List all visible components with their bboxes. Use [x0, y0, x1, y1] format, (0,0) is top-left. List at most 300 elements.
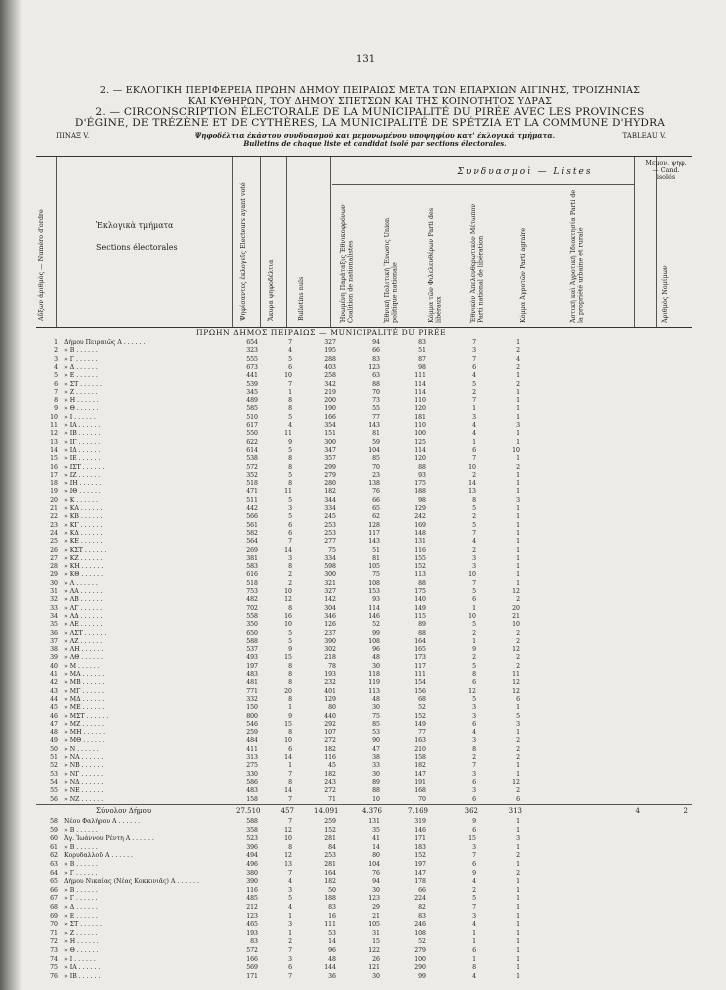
cell-value: 48: [372, 654, 380, 662]
cell-value: 1: [516, 488, 520, 496]
cell-value: 482: [246, 596, 258, 604]
cell-value: 5: [288, 496, 292, 504]
cell-value: 616: [246, 571, 258, 579]
cell-value: 1: [516, 762, 520, 770]
section-name: » ΚΔ . . . . . .: [64, 529, 103, 537]
table-row: [0, 588, 726, 597]
cell-value: 358: [246, 826, 258, 834]
cell-value: 5: [472, 895, 476, 903]
cell-value: 152: [414, 852, 426, 860]
header-registered: Ψηφίσαντες ἐκλογεῖς Electeurs ayant voté: [239, 182, 247, 321]
cell-value: 7: [288, 380, 292, 388]
cell-value: 1: [516, 938, 520, 946]
cell-value: 1: [472, 637, 476, 645]
table-row: [0, 771, 726, 780]
cell-value: 21: [372, 912, 380, 920]
cell-value: 77: [418, 729, 426, 737]
table-row: [0, 938, 726, 947]
row-number: 58: [50, 818, 58, 825]
cell-value: 45: [328, 762, 336, 770]
cell-value: 279: [324, 471, 336, 479]
cell-value: 88: [418, 463, 426, 471]
cell-value: 2: [516, 869, 520, 877]
cell-value: 1: [516, 947, 520, 954]
table-row: [0, 613, 726, 622]
table-row: [0, 530, 726, 539]
cell-value: 93: [372, 596, 380, 604]
cell-value: 6: [472, 778, 476, 786]
cell-value: 2: [472, 754, 476, 761]
cell-value: 1: [516, 955, 520, 963]
cell-value: 1: [516, 861, 520, 868]
row-number: 37: [50, 637, 58, 645]
cell-value: 10: [512, 446, 520, 454]
table-row: [0, 339, 726, 348]
cell-value: 88: [418, 629, 426, 637]
header-greek-line-1: 2. — ΕΚΛΟΓΙΚΗ ΠΕΡΙΦΕΡΕΙΑ ΠΡΩΗΝ ΔΗΜΟΥ ΠΕΙΡΑΙΩΣ ΜΕΤΑ ΤΩΝ ΕΠΑΡΧΙΩΝ ΑΙΓΙΝΗΣ, ΤΡΟΙΖΗΝΙΑΣ: [99, 85, 641, 96]
cell-value: 218: [324, 654, 336, 662]
cell-value: 380: [246, 869, 258, 877]
section-name: » ΝΕ . . . . . .: [64, 787, 104, 795]
cell-value: 5: [472, 521, 476, 529]
section-name: » Β . . . . . .: [64, 826, 98, 834]
cell-value: 88: [372, 380, 380, 388]
cell-value: 381: [246, 554, 258, 562]
cell-value: 4: [288, 347, 292, 355]
cell-value: 129: [414, 505, 426, 512]
cell-value: 99: [418, 972, 426, 980]
cell-value: 6: [516, 795, 520, 803]
cell-value: 70: [418, 795, 426, 803]
cell-value: 87: [418, 355, 426, 363]
cell-value: 8: [288, 671, 292, 678]
cell-value: 327: [324, 588, 336, 595]
table-subtitle: [180, 132, 570, 148]
header-list-3: Κόμμα τῶν Φιλελευθέρων Parti des libéraux: [427, 207, 443, 323]
cell-value: 2: [516, 737, 520, 745]
cell-value: 344: [324, 496, 336, 504]
header-list-6: Ἀστικὴ καὶ Ἀγροτικὴ Ἰδιοκτησία Parti de la propriété urbaine et rurale: [569, 189, 585, 323]
cell-value: 158: [246, 795, 258, 803]
cell-value: 188: [324, 895, 336, 903]
cell-value: 598: [324, 563, 336, 571]
section-name: » ΙΣΤ . . . . . .: [64, 463, 105, 471]
row-number: 10: [50, 413, 58, 421]
cell-value: 138: [368, 480, 380, 488]
section-name: Νέου Φαλήρου Α . . . . . .: [64, 818, 141, 825]
cell-value: 33: [372, 762, 380, 770]
row-number: 42: [50, 679, 58, 687]
cell-value: 566: [246, 513, 258, 521]
row-number: 45: [50, 704, 58, 712]
cell-value: 48: [372, 695, 380, 703]
table-row: [0, 947, 726, 956]
cell-value: 588: [246, 818, 258, 825]
cell-value: 483: [246, 671, 258, 678]
section-name: » Ζ . . . . . .: [64, 388, 98, 396]
section-name: » Β . . . . . .: [64, 886, 98, 894]
cell-value: 10: [512, 621, 520, 629]
cell-value: 193: [324, 671, 336, 678]
cell-value: 1: [516, 405, 520, 413]
cell-value: 7: [288, 339, 292, 346]
cell-value: 110: [414, 422, 426, 429]
cell-value: 3: [472, 704, 476, 712]
cell-value: 6: [516, 695, 520, 703]
column-divider: [232, 157, 233, 327]
cell-value: 224: [414, 895, 426, 903]
cell-value: 259: [246, 729, 258, 737]
cell-value: 4: [472, 372, 476, 380]
table-row: [0, 852, 726, 861]
cell-value: 10: [284, 835, 292, 843]
row-number: 28: [50, 563, 58, 571]
cell-value: 3: [516, 835, 520, 843]
header-french-line-2: D'ÉGINE, DE TRÉZÈNE ET DE CYTHÈRES, LA MUNICIPALITÉ DE SPÉTZIA ET LA COMMUNE D'HYDRA: [74, 117, 666, 130]
cell-value: 586: [246, 778, 258, 786]
cell-value: 104: [368, 861, 380, 868]
cell-value: 275: [246, 762, 258, 770]
row-number: 47: [50, 720, 58, 728]
cell-value: 14: [328, 938, 336, 946]
cell-value: 10: [284, 588, 292, 595]
cell-value: 2: [516, 596, 520, 604]
cell-value: 304: [324, 604, 336, 612]
table-row: [0, 844, 726, 853]
cell-value: 4: [472, 972, 476, 980]
cell-value: 9: [472, 869, 476, 877]
cell-value: 1: [472, 938, 476, 946]
cell-value: 12: [284, 826, 292, 834]
table-row: [0, 555, 726, 564]
section-name: » ΙΒ . . . . . .: [64, 972, 101, 980]
table-row: [0, 746, 726, 755]
row-number: 18: [50, 480, 58, 488]
cell-value: 5: [472, 621, 476, 629]
cell-value: 7: [472, 339, 476, 346]
cell-value: 1: [516, 921, 520, 929]
cell-value: 83: [328, 904, 336, 911]
section-name: » Β . . . . . .: [64, 843, 98, 851]
table-row: [0, 364, 726, 373]
cell-value: 1: [516, 770, 520, 778]
cell-value: 88: [418, 579, 426, 587]
cell-value: 52: [372, 621, 380, 629]
cell-value: 8: [288, 563, 292, 571]
row-number: 69: [50, 912, 58, 920]
row-number: 38: [50, 646, 58, 654]
cell-value: 5: [288, 629, 292, 637]
cell-value: 119: [368, 679, 380, 687]
cell-value: 53: [328, 929, 336, 937]
cell-value: 111: [324, 921, 336, 929]
cell-value: 62: [372, 513, 380, 521]
cell-value: 1: [472, 929, 476, 937]
totals-value: 4.376: [361, 807, 382, 815]
cell-value: 7: [472, 762, 476, 770]
cell-value: 8: [288, 729, 292, 737]
cell-value: 164: [414, 637, 426, 645]
table-row: [0, 422, 726, 431]
table-row: [0, 787, 726, 796]
cell-value: 171: [414, 835, 426, 843]
cell-value: 55: [372, 405, 380, 413]
section-name: » Δ . . . . . .: [64, 363, 98, 371]
section-name: » ΝΔ . . . . . .: [64, 778, 104, 786]
section-name: » Ε . . . . . .: [64, 912, 98, 920]
row-number: 8: [54, 397, 58, 405]
section-name: » ΛΕ . . . . . .: [64, 621, 103, 629]
cell-value: 83: [250, 938, 258, 946]
table-row: [0, 455, 726, 464]
cell-value: 564: [246, 538, 258, 546]
cell-value: 494: [246, 852, 258, 860]
section-name: » ΙΘ . . . . . .: [64, 488, 101, 496]
cell-value: 131: [368, 818, 380, 825]
table-row: [0, 505, 726, 514]
lists-divider: [332, 184, 634, 185]
cell-value: 390: [324, 637, 336, 645]
cell-value: 30: [372, 770, 380, 778]
row-number: 3: [54, 355, 58, 363]
table-row: [0, 721, 726, 730]
cell-value: 15: [468, 835, 476, 843]
cell-value: 4: [472, 729, 476, 737]
cell-value: 347: [324, 446, 336, 454]
section-name: » ΜΓ . . . . . .: [64, 687, 104, 695]
cell-value: 51: [418, 347, 426, 355]
row-number: 30: [50, 579, 58, 587]
cell-value: 150: [246, 704, 258, 712]
cell-value: 188: [414, 488, 426, 496]
cell-value: 104: [368, 446, 380, 454]
cell-value: 14: [468, 480, 476, 488]
totals-value: 2: [683, 807, 688, 815]
cell-value: 13: [468, 488, 476, 496]
section-name: Δήμου Νικαίας (Νέας Κοκκινιᾶς) Α . . . . . .: [64, 878, 200, 886]
cell-value: 7: [288, 538, 292, 546]
cell-value: 144: [324, 964, 336, 972]
cell-value: 9: [472, 818, 476, 825]
cell-value: 3: [472, 843, 476, 851]
cell-value: 3: [472, 413, 476, 421]
cell-value: 442: [246, 505, 258, 512]
cell-value: 156: [414, 687, 426, 695]
totals-value: 7.169: [407, 807, 428, 815]
cell-value: 8: [288, 480, 292, 488]
cell-value: 6: [472, 363, 476, 371]
table-label-greek: ΠΙΝΑΞ V.: [56, 132, 90, 140]
row-number: 49: [50, 737, 58, 745]
cell-value: 280: [324, 480, 336, 488]
section-name: » ΜΑ . . . . . .: [64, 671, 105, 678]
cell-value: 143: [368, 538, 380, 546]
cell-value: 111: [414, 372, 426, 380]
section-name: » ΙΔ . . . . . .: [64, 446, 101, 454]
header-elector-names: Ἀριθμὸς Νομίμων: [661, 265, 669, 323]
cell-value: 38: [372, 754, 380, 761]
cell-value: 93: [418, 471, 426, 479]
cell-value: 1: [288, 388, 292, 396]
cell-value: 41: [372, 835, 380, 843]
cell-value: 6: [472, 720, 476, 728]
cell-value: 147: [414, 770, 426, 778]
section-name: Ἁγ. Ἰωάννου Ρέντη Α . . . . . .: [64, 835, 154, 843]
row-number: 20: [50, 496, 58, 504]
cell-value: 8: [288, 397, 292, 405]
cell-value: 585: [246, 405, 258, 413]
row-number: 59: [50, 826, 58, 834]
cell-value: 125: [414, 438, 426, 446]
section-name: » ΙΒ . . . . . .: [64, 430, 101, 438]
cell-value: 483: [246, 787, 258, 795]
cell-value: 5: [472, 695, 476, 703]
cell-value: 15: [284, 720, 292, 728]
cell-value: 114: [414, 446, 426, 454]
table-row: [0, 930, 726, 939]
row-number: 41: [50, 671, 58, 678]
cell-value: 3: [516, 720, 520, 728]
cell-value: 75: [372, 712, 380, 720]
section-name: » ΜΗ . . . . . .: [64, 729, 106, 737]
cell-value: 193: [246, 929, 258, 937]
cell-value: 555: [246, 355, 258, 363]
section-name: » Ζ . . . . . .: [64, 929, 98, 937]
cell-value: 7: [472, 529, 476, 537]
cell-value: 1: [516, 521, 520, 529]
cell-value: 441: [246, 372, 258, 380]
totals-value: 457: [280, 807, 294, 815]
cell-value: 183: [414, 843, 426, 851]
cell-value: 6: [288, 745, 292, 753]
cell-value: 7: [472, 852, 476, 860]
cell-value: 357: [324, 455, 336, 463]
totals-value: 4: [635, 807, 640, 815]
cell-value: 182: [324, 488, 336, 496]
cell-value: 152: [414, 563, 426, 571]
cell-value: 120: [414, 455, 426, 463]
cell-value: 342: [324, 380, 336, 388]
cell-value: 4: [288, 878, 292, 886]
table-row: [0, 347, 726, 356]
cell-value: 126: [324, 621, 336, 629]
row-number: 74: [50, 955, 58, 963]
cell-value: 290: [414, 964, 426, 972]
cell-value: 6: [288, 529, 292, 537]
cell-value: 10: [372, 795, 380, 803]
cell-value: 94: [372, 339, 380, 346]
cell-value: 561: [246, 521, 258, 529]
section-name: » ΚΓ . . . . . .: [64, 521, 103, 529]
row-number: 29: [50, 571, 58, 579]
cell-value: 200: [324, 397, 336, 405]
cell-value: 7: [288, 770, 292, 778]
row-number: 35: [50, 621, 58, 629]
cell-value: 171: [246, 972, 258, 980]
cell-value: 2: [516, 662, 520, 670]
table-row: [0, 563, 726, 572]
row-number: 63: [50, 861, 58, 868]
cell-value: 4: [472, 430, 476, 438]
header-invalid: Ἄκυρα ψηφοδέλτια: [267, 259, 275, 321]
cell-value: 96: [372, 646, 380, 654]
cell-value: 1: [516, 886, 520, 894]
cell-value: 588: [246, 637, 258, 645]
cell-value: 7: [288, 972, 292, 980]
row-number: 16: [50, 463, 58, 471]
table-row: [0, 646, 726, 655]
cell-value: 3: [472, 787, 476, 795]
cell-value: 3: [472, 712, 476, 720]
cell-value: 6: [472, 947, 476, 954]
section-name: » ΙΖ . . . . . .: [64, 471, 101, 479]
column-divider: [634, 157, 635, 327]
cell-value: 246: [414, 921, 426, 929]
cell-value: 108: [414, 929, 426, 937]
cell-value: 4: [472, 422, 476, 429]
section-name: » ΛΔ . . . . . .: [64, 612, 103, 620]
cell-value: 8: [288, 695, 292, 703]
cell-value: 1: [516, 912, 520, 920]
cell-value: 26: [372, 955, 380, 963]
cell-value: 121: [368, 964, 380, 972]
row-number: 11: [50, 422, 58, 429]
cell-value: 140: [414, 596, 426, 604]
cell-value: 123: [368, 363, 380, 371]
table-row: [0, 372, 726, 381]
cell-value: 23: [372, 471, 380, 479]
cell-value: 12: [512, 679, 520, 687]
cell-value: 88: [372, 787, 380, 795]
cell-value: 1: [516, 471, 520, 479]
cell-value: 1: [516, 818, 520, 825]
cell-value: 1: [516, 480, 520, 488]
section-name: » ΜΔ . . . . . .: [64, 695, 105, 703]
row-number: 31: [50, 588, 58, 595]
section-name: » Γ . . . . . .: [64, 869, 98, 877]
cell-value: 302: [324, 646, 336, 654]
cell-value: 518: [246, 579, 258, 587]
cell-value: 1: [516, 513, 520, 521]
cell-value: 30: [372, 972, 380, 980]
row-number: 1: [54, 339, 58, 346]
section-name: » ΚΕ . . . . . .: [64, 538, 103, 546]
cell-value: 539: [246, 380, 258, 388]
cell-value: 111: [414, 671, 426, 678]
cell-value: 3: [288, 886, 292, 894]
header-list-4: Ἐθνικὸν Ἀπελευθερωτικὸν Μέτωπον Parti national de libération: [469, 203, 485, 323]
cell-value: 110: [414, 397, 426, 405]
section-name: » ΝΒ . . . . . .: [64, 762, 104, 770]
header-sections-greek: Ἐκλογικὰ τμήματα: [96, 221, 174, 230]
cell-value: 10: [468, 463, 476, 471]
cell-value: 321: [324, 579, 336, 587]
row-number: 48: [50, 729, 58, 737]
cell-value: 771: [246, 687, 258, 695]
cell-value: 2: [288, 938, 292, 946]
cell-value: 396: [246, 843, 258, 851]
cell-value: 169: [414, 521, 426, 529]
table-row: [0, 895, 726, 904]
cell-value: 182: [324, 770, 336, 778]
cell-value: 117: [368, 529, 380, 537]
cell-value: 8: [288, 463, 292, 471]
section-name: » Β . . . . . .: [64, 861, 98, 868]
table-row: [0, 538, 726, 547]
section-name: » ΝΓ . . . . . .: [64, 770, 104, 778]
cell-value: 85: [372, 720, 380, 728]
row-number: 71: [50, 929, 58, 937]
